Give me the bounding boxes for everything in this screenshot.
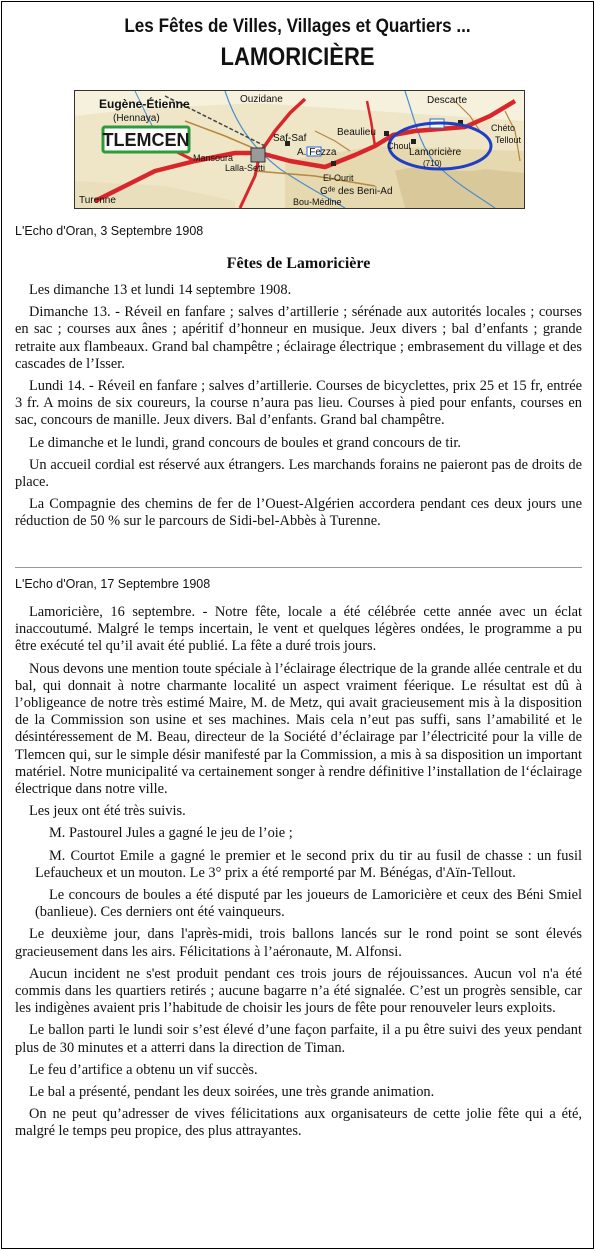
map-label-chouli: Choul <box>387 141 411 151</box>
paragraph: Les jeux ont été très suivis. <box>29 803 186 820</box>
series-title: Les Fêtes de Villes, Villages et Quartiers ... <box>124 16 471 37</box>
paragraph: Lamoricière, 16 septembre. - Notre fête, locale a été célébrée cette année avec un éclat inaccoutumé. Malgré le temps incertain, le vent et quelques légères ondées, le programme a pu être exécuté tel qu’il avait été publié. La fête a duré trois jours. <box>15 604 582 655</box>
map-label-chetouane: Chéto <box>491 123 516 133</box>
divider <box>15 567 582 568</box>
map-label-turenne: Turenne <box>79 195 116 206</box>
paragraph: Nous devons une mention toute spéciale à l’éclairage électrique de la grande allée centrale et du bal, qui donnait à notre charmante localité un aspect vraiment féerique. Le résultat est dû à l’obligeance de notre très estimé Maire, M. de Metz, qui avait gracieusement mis à la disposition de la Commission son usine et ses machines. Mais cela n’eut pas suffi, sans l’amabilité et le désintéressement de M. Beau, directeur de la Société d’éclairage par l’électricité pour la ville de Tlemcen qui, sur le simple désir manifesté par la Commission, a mis à sa disposition un important matériel. Notre municipalité va certainement songer à rendre définitive l’installation de l‘éclairage électrique dans notre ville. <box>15 660 582 798</box>
map-label-eugene: Eugène-Étienne <box>99 97 190 111</box>
map-label-beni-ad: Gᵈᵉ des Beni-Ad <box>320 186 393 197</box>
page <box>1 1 594 1249</box>
article-1-body <box>15 282 582 536</box>
paragraph: Le dimanche et le lundi, grand concours de boules et grand concours de tir. <box>29 434 461 451</box>
map-label-hennaya: (Hennaya) <box>113 113 160 124</box>
list-item: M. Pastourel Jules a gagné le jeu de l’oie ; <box>49 825 293 842</box>
paragraph: Le deuxième jour, dans l'après-midi, trois ballons lancés sur le rond point se sont élevés gracieusement dans les airs. Félicitations à l’aéronaute, M. Alfonsi. <box>15 926 582 960</box>
article-2-body <box>15 604 582 1146</box>
paragraph: Lundi 14. - Réveil en fanfare ; salves d’artillerie. Courses de bicyclettes, prix 25 et 15 fr, entrée 3 fr. A moins de six coureurs, la course n’aura pas lieu. Courses à pied pour enfants, courses en sac, concours de manille. Jeux divers. Bal d’enfants. Grand bal champêtre. <box>15 378 582 429</box>
map-label-fezza: A. Fezza <box>297 147 337 158</box>
paragraph: On ne peut qu’adresser de vives félicitations aux organisateurs de cette jolie fête qui a été, malgré le temps peu propice, des plus attrayantes. <box>15 1106 582 1140</box>
map-label-saf: Saf-Saf <box>273 133 307 144</box>
paragraph: Aucun incident ne s'est produit pendant ces trois jours de réjouissances. Aucun vol n'a été commis dans les quartiers retirés ; aucune bagarre n’a été signalée. C’est un progrès sensible, car les indigènes avaient pris l’habitude de choisir les jours de fête pour renouveler leurs exploits. <box>15 965 582 1017</box>
paragraph: Les dimanche 13 et lundi 14 septembre 1908. <box>29 282 292 298</box>
map-label-bou-medine: Bou-Médine <box>293 197 342 207</box>
page-title: LAMORICIÈRE <box>220 43 375 71</box>
paragraph: Le ballon parti le lundi soir s’est élevé d’une façon parfaite, il a pu être suivi des yeux pendant plus de 30 minutes et a atterri dans la direction de Timan. <box>15 1022 582 1056</box>
article-title: Fêtes de Lamoricière <box>226 255 371 272</box>
map-label-tellout: Tellout <box>495 135 522 145</box>
map-label-descartes: Descarte <box>427 95 468 106</box>
paragraph: Dimanche 13. - Réveil en fanfare ; salves d’artillerie ; sérénade aux autorités locales ; courses en sac ; courses aux ânes ; apéritif d’honneur en musique. Jeux divers ; bal d’enfants ; grande retraite aux flambeaux. Grand bal champêtre ; éclairage électrique ; embrasement du village et des cascades de l’Isser. <box>15 304 582 372</box>
map-label-lamoriciere-code: (710) <box>423 159 442 168</box>
paragraph: La Compagnie des chemins de fer de l’Ouest-Algérien accordera pendant ces deux jours une réduction de 50 % sur le parcours de Sidi-bel-Abbès à Turenne. <box>15 496 582 530</box>
map-label-tlemcen: TLEMCEN <box>102 130 190 150</box>
map-image <box>74 90 525 209</box>
paragraph: Un accueil cordial est réservé aux étrangers. Les marchands forains ne paieront pas de droits de place. <box>15 456 582 491</box>
article-source: L'Echo d'Oran, 3 Septembre 1908 <box>15 224 204 238</box>
map-label-el-ourit: El-Ourit <box>323 173 354 183</box>
map-label-beaulieu: Beaulieu <box>337 127 376 138</box>
map-label-ouzidane: Ouzidane <box>240 94 283 105</box>
map-label-lamoriciere: Lamoricière <box>409 147 462 158</box>
paragraph: Le feu d’artifice a obtenu un vif succès. <box>29 1061 258 1078</box>
paragraph: Le bal a présenté, pendant les deux soirées, une très grande animation. <box>29 1084 435 1101</box>
list-item: M. Courtot Emile a gagné le premier et le second prix du tir au fusil de chasse : un fusil Lefaucheux et un mouton. Le 3° prix a été remporté par M. Bénégas, d'Aïn-Tellout. <box>35 847 582 881</box>
article-source: L'Echo d'Oran, 17 Septembre 1908 <box>15 577 211 591</box>
map-label-lalla-setti: Lalla-Setti <box>225 163 266 173</box>
map-label-mansoura: Mansoura <box>193 153 234 163</box>
list-item: Le concours de boules a été disputé par les joueurs de Lamoricière et ceux des Béni Smiel (banlieue). Ces derniers ont été vainqueurs. <box>35 887 582 921</box>
